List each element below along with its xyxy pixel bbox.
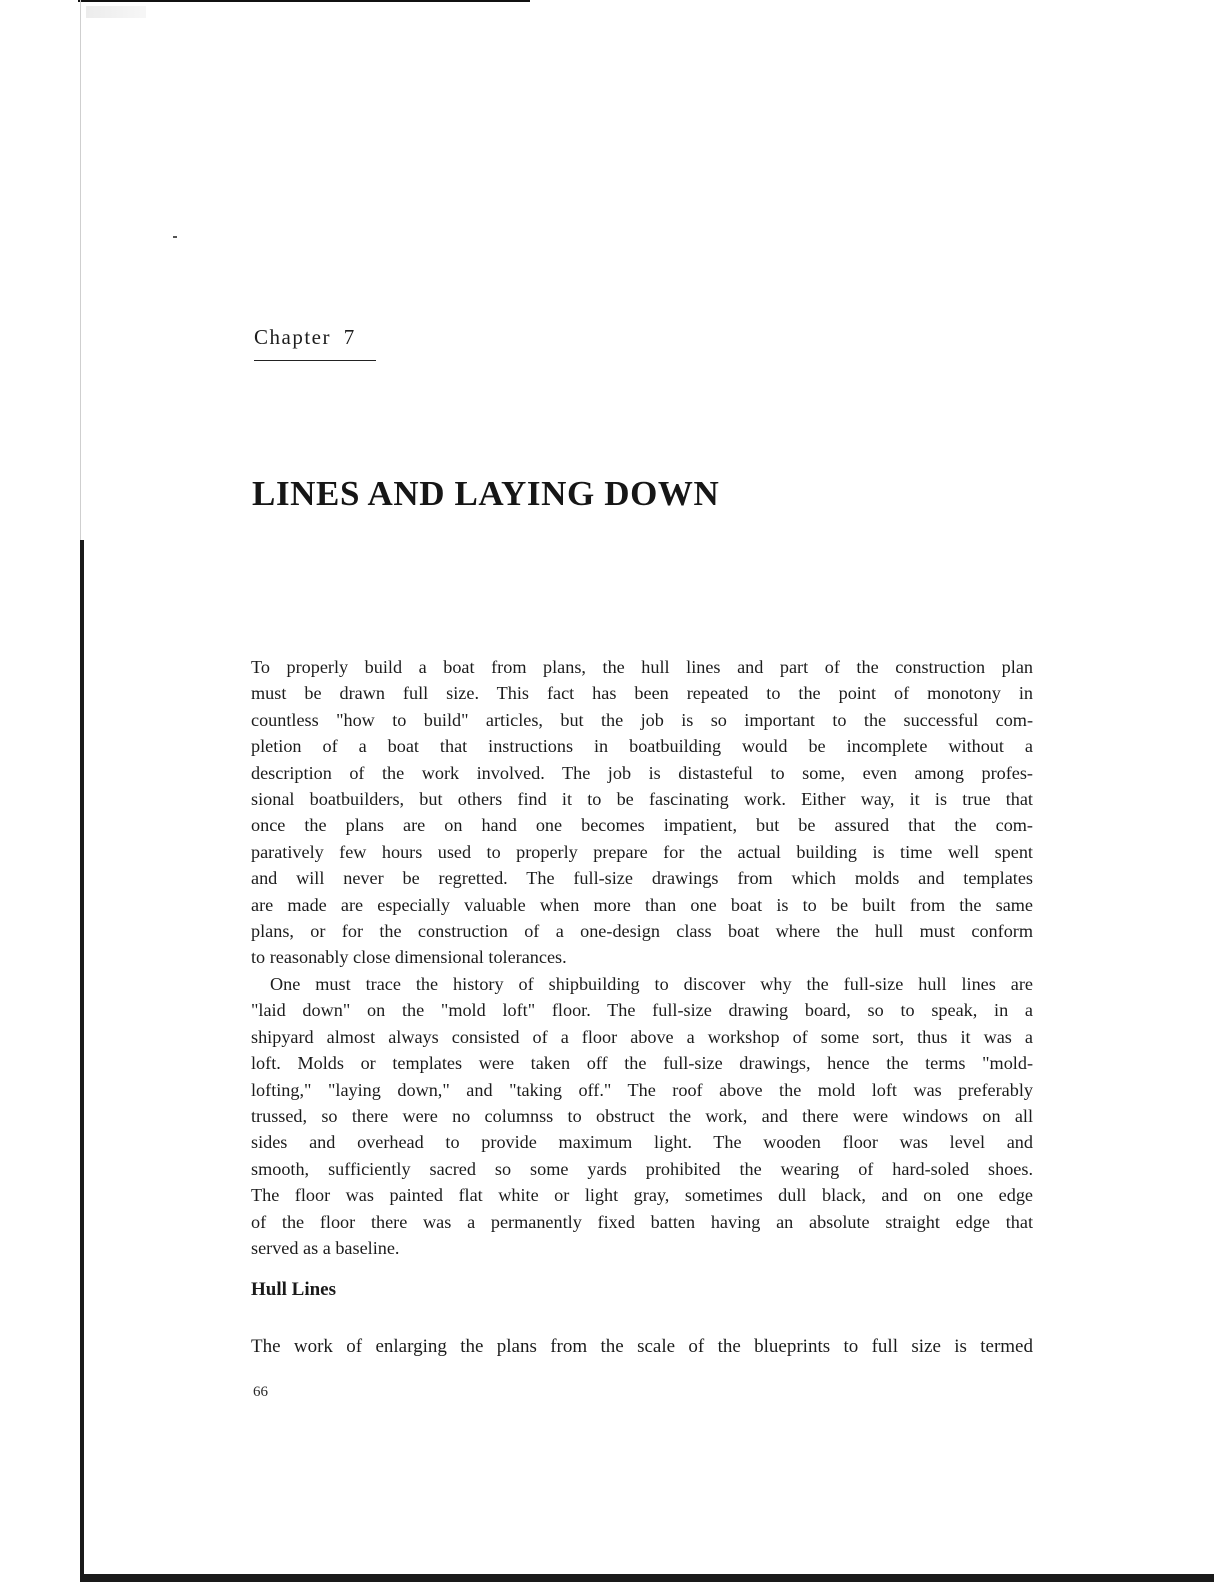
text-line: of the floor there was a permanently fixed batten having an absolute straight edge that	[251, 1211, 1033, 1232]
paragraph-1	[251, 654, 1033, 971]
text-line: to reasonably close dimensional tolerances.	[251, 947, 567, 968]
text-line: are made are especially valuable when more than one boat is to be built from the same	[251, 894, 1033, 915]
text-line: lofting," "laying down," and "taking off." The roof above the mold loft was preferably	[251, 1079, 1033, 1100]
text-line: description of the work involved. The job is distasteful to some, even among profes-	[251, 762, 1033, 783]
page-number: 66	[253, 1384, 268, 1400]
text-line: smooth, sufficiently sacred so some yards prohibited the wearing of hard-soled shoes.	[251, 1158, 1033, 1179]
text-line: paratively few hours used to properly prepare for the actual building is time well spent	[251, 841, 1033, 862]
chapter-underline	[254, 360, 376, 361]
text-line: sional boatbuilders, but others find it to be fascinating work. Either way, it is true that	[251, 789, 1033, 810]
text-line: once the plans are on hand one becomes impatient, but be assured that the com-	[251, 815, 1033, 836]
paragraph-2	[251, 971, 1033, 1261]
chapter-number: 7	[343, 325, 356, 349]
text-line: plans, or for the construction of a one-design class boat where the hull must conform	[251, 921, 1033, 942]
chapter-label	[254, 325, 356, 350]
text-line: and will never be regretted. The full-size drawings from which molds and templates	[251, 868, 1033, 889]
chapter-title: LINES AND LAYING DOWN	[252, 474, 720, 513]
text-line: To properly build a boat from plans, the hull lines and part of the construction plan	[251, 657, 1033, 677]
text-line: shipyard almost always consisted of a floor above a workshop of some sort, thus it was a	[251, 1026, 1033, 1047]
scan-left-edge	[80, 540, 84, 1582]
text-line: "laid down" on the "mold loft" floor. The full-size drawing board, so to speak, in a	[251, 1000, 1033, 1021]
text-line: The floor was painted flat white or light gray, sometimes dull black, and on one edge	[251, 1185, 1033, 1206]
section-text	[251, 1334, 1033, 1360]
chapter-label-word: Chapter	[254, 325, 331, 349]
scan-top-rule	[78, 0, 530, 2]
scan-smudge	[86, 6, 146, 18]
text-line: The work of enlarging the plans from the scale of the blueprints to full size is termed	[251, 1336, 1033, 1357]
section-heading: Hull Lines	[251, 1279, 336, 1300]
text-line: sides and overhead to provide maximum light. The wooden floor was level and	[251, 1132, 1033, 1153]
text-line: countless "how to build" articles, but the job is so important to the successful com-	[251, 709, 1033, 730]
text-line: loft. Molds or templates were taken off the full-size drawings, hence the terms "mold-	[251, 1053, 1033, 1074]
body-text	[251, 654, 1033, 1261]
scan-bottom-edge	[80, 1574, 1214, 1582]
text-line: must be drawn full size. This fact has been repeated to the point of monotony in	[251, 683, 1033, 704]
scan-left-edge-faint	[80, 0, 81, 540]
text-line: pletion of a boat that instructions in boatbuilding would be incomplete without a	[251, 736, 1033, 757]
text-line: trussed, so there were no columnss to obstruct the work, and there were windows on all	[251, 1105, 1033, 1126]
scan-mark	[173, 236, 177, 238]
text-line: served as a baseline.	[251, 1237, 400, 1258]
text-line: One must trace the history of shipbuilding to discover why the full-size hull lines are	[270, 973, 1033, 994]
